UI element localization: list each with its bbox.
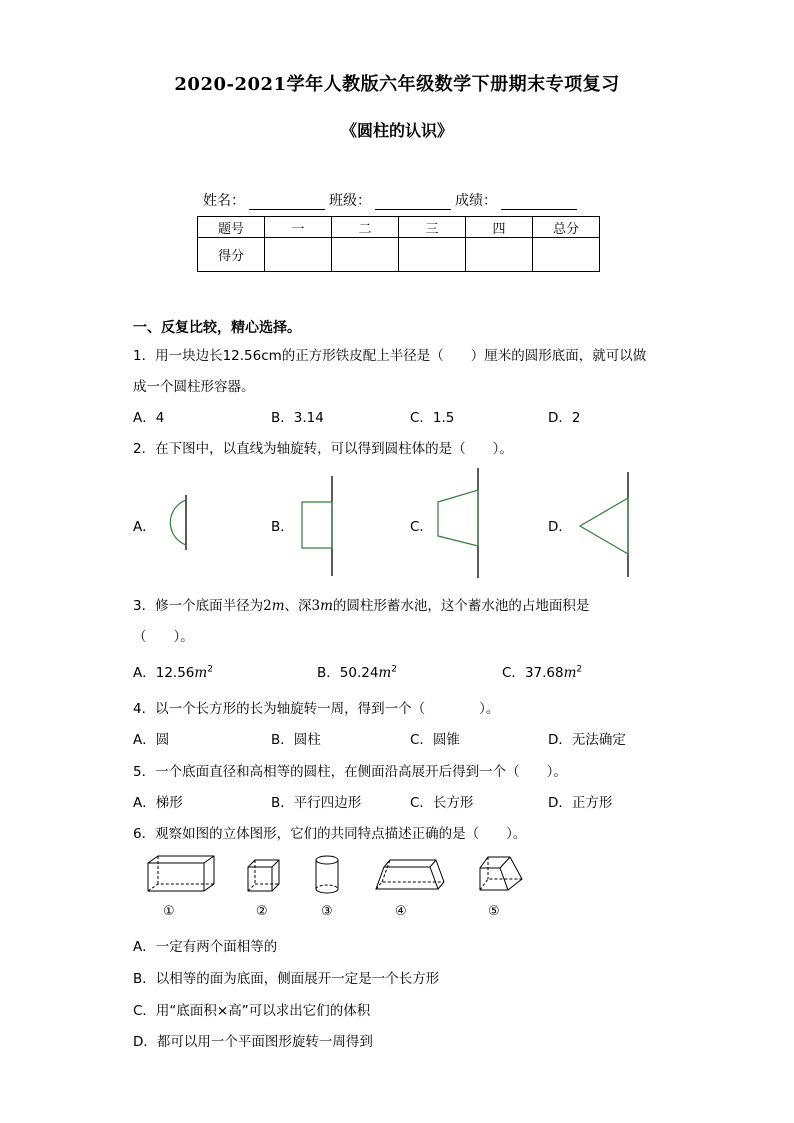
score-input-cell[interactable] — [265, 238, 332, 272]
table-cell: 四 — [466, 217, 533, 238]
q6-figure-label: ① — [163, 904, 175, 919]
student-info — [203, 190, 581, 210]
q6-figure-label: ④ — [395, 904, 407, 919]
q2-option-d[interactable]: D． — [548, 519, 572, 535]
question-3-line-1 — [133, 594, 589, 614]
q2-figure-b — [298, 476, 338, 576]
q1-option-c[interactable]: C．1.5 — [410, 410, 455, 426]
page-title: 2020-2021学年人教版六年级数学下册期末专项复习 — [174, 74, 620, 95]
q2-figure-a — [150, 495, 190, 555]
option-value: 37.68 — [524, 665, 564, 681]
q6-option-b[interactable]: B．以相等的面为底面，侧面展开一定是一个长方形 — [133, 971, 440, 987]
q1-option-b[interactable]: B．3.14 — [271, 410, 324, 426]
q6-option-a[interactable]: A．一定有两个面相等的 — [133, 939, 278, 955]
score-input-cell[interactable] — [399, 238, 466, 272]
option-exponent: 2 — [207, 664, 213, 675]
q1-option-d[interactable]: D．2 — [548, 410, 581, 426]
question-4-text: 4．以一个长方形的长为轴旋转一周，得到一个（ ）。 — [133, 701, 500, 717]
q3-text-part: 3．修一个底面半径为 — [133, 598, 264, 614]
q3-option-c[interactable] — [502, 661, 582, 681]
q6-figure-label: ② — [256, 904, 268, 919]
q2-option-a[interactable]: A． — [133, 519, 156, 535]
option-unit: m — [563, 665, 577, 681]
q6-figure-label: ③ — [321, 904, 333, 919]
name-label: 姓名： — [203, 193, 245, 209]
option-label: C． — [502, 665, 525, 681]
q1-option-a[interactable]: A．4 — [133, 410, 165, 426]
option-label: A． — [133, 665, 156, 681]
q3-text-part: 、深 — [284, 598, 312, 614]
q2-option-c[interactable]: C． — [410, 519, 433, 535]
q3-radius-value: 2 — [263, 598, 272, 614]
q6-option-c[interactable]: C．用“底面积×高”可以求出它们的体积 — [133, 1003, 371, 1019]
question-6-text: 6．观察如图的立体图形，它们的共同特点描述正确的是（ ）。 — [133, 826, 527, 842]
table-cell: 一 — [265, 217, 332, 238]
q4-option-b[interactable]: B．圆柱 — [271, 732, 321, 748]
score-label: 成绩： — [455, 193, 497, 209]
q4-option-d[interactable]: D．无法确定 — [548, 732, 626, 748]
score-table-header-row — [198, 217, 600, 238]
class-field[interactable] — [375, 195, 451, 210]
question-2-text: 2．在下图中，以直线为轴旋转，可以得到圆柱体的是（ ）。 — [133, 441, 513, 457]
score-field[interactable] — [501, 195, 577, 210]
q3-text-part: 的圆柱形蓄水池，这个蓄水池的占地面积是 — [332, 598, 590, 614]
q6-figure-label: ⑤ — [488, 904, 500, 919]
question-5-text: 5．一个底面直径和高相等的圆柱，在侧面沿高展开后得到一个（ ）。 — [133, 764, 567, 780]
score-table-score-row — [198, 238, 600, 272]
name-field[interactable] — [249, 195, 325, 210]
question-1-line-1: 1．用一块边长12.56cm的正方形铁皮配上半径是（ ）厘米的圆形底面，就可以做 — [133, 348, 647, 364]
q5-option-c[interactable]: C．长方形 — [410, 795, 474, 811]
q3-radius-unit: m — [271, 598, 285, 614]
q2-figure-d — [574, 472, 634, 577]
option-exponent: 2 — [576, 664, 583, 675]
option-value: 50.24 — [339, 665, 379, 681]
option-unit: m — [194, 665, 208, 681]
q3-option-a[interactable] — [133, 661, 213, 681]
q6-figure-slanted-prism — [478, 854, 526, 894]
score-table — [197, 216, 600, 272]
q2-option-b[interactable]: B． — [271, 519, 294, 535]
option-exponent: 2 — [391, 664, 397, 675]
score-input-cell[interactable] — [533, 238, 600, 272]
table-cell: 题号 — [198, 217, 265, 238]
option-value: 12.56 — [155, 665, 195, 681]
q6-figure-trapezoid-prism — [374, 857, 446, 893]
page-subtitle: 《圆柱的认识》 — [340, 121, 453, 140]
class-label: 班级： — [329, 193, 371, 209]
table-cell: 总分 — [533, 217, 600, 238]
question-3-line-2: （ ）。 — [133, 629, 194, 645]
q3-depth-unit: m — [320, 598, 333, 614]
section-heading: 一、反复比较，精心选择。 — [133, 320, 301, 336]
q5-option-a[interactable]: A．梯形 — [133, 795, 183, 811]
q6-figure-cube — [246, 858, 282, 894]
q6-figure-cuboid — [146, 855, 218, 895]
table-cell: 得分 — [198, 238, 265, 272]
q3-depth-value: 3 — [311, 598, 321, 614]
q4-option-c[interactable]: C．圆锥 — [410, 732, 460, 748]
q5-option-d[interactable]: D．正方形 — [548, 795, 613, 811]
option-label: B． — [317, 665, 340, 681]
q6-option-d[interactable]: D．都可以用一个平面图形旋转一周得到 — [133, 1034, 373, 1050]
q3-option-b[interactable] — [317, 661, 397, 681]
option-unit: m — [378, 665, 392, 681]
table-cell: 二 — [332, 217, 399, 238]
q2-figure-c — [432, 468, 482, 578]
score-input-cell[interactable] — [332, 238, 399, 272]
table-cell: 三 — [399, 217, 466, 238]
q6-figure-cylinder — [313, 855, 341, 895]
q5-option-b[interactable]: B．平行四边形 — [271, 795, 362, 811]
q4-option-a[interactable]: A．圆 — [133, 732, 170, 748]
score-input-cell[interactable] — [466, 238, 533, 272]
question-1-line-2: 成一个圆柱形容器。 — [133, 379, 255, 395]
